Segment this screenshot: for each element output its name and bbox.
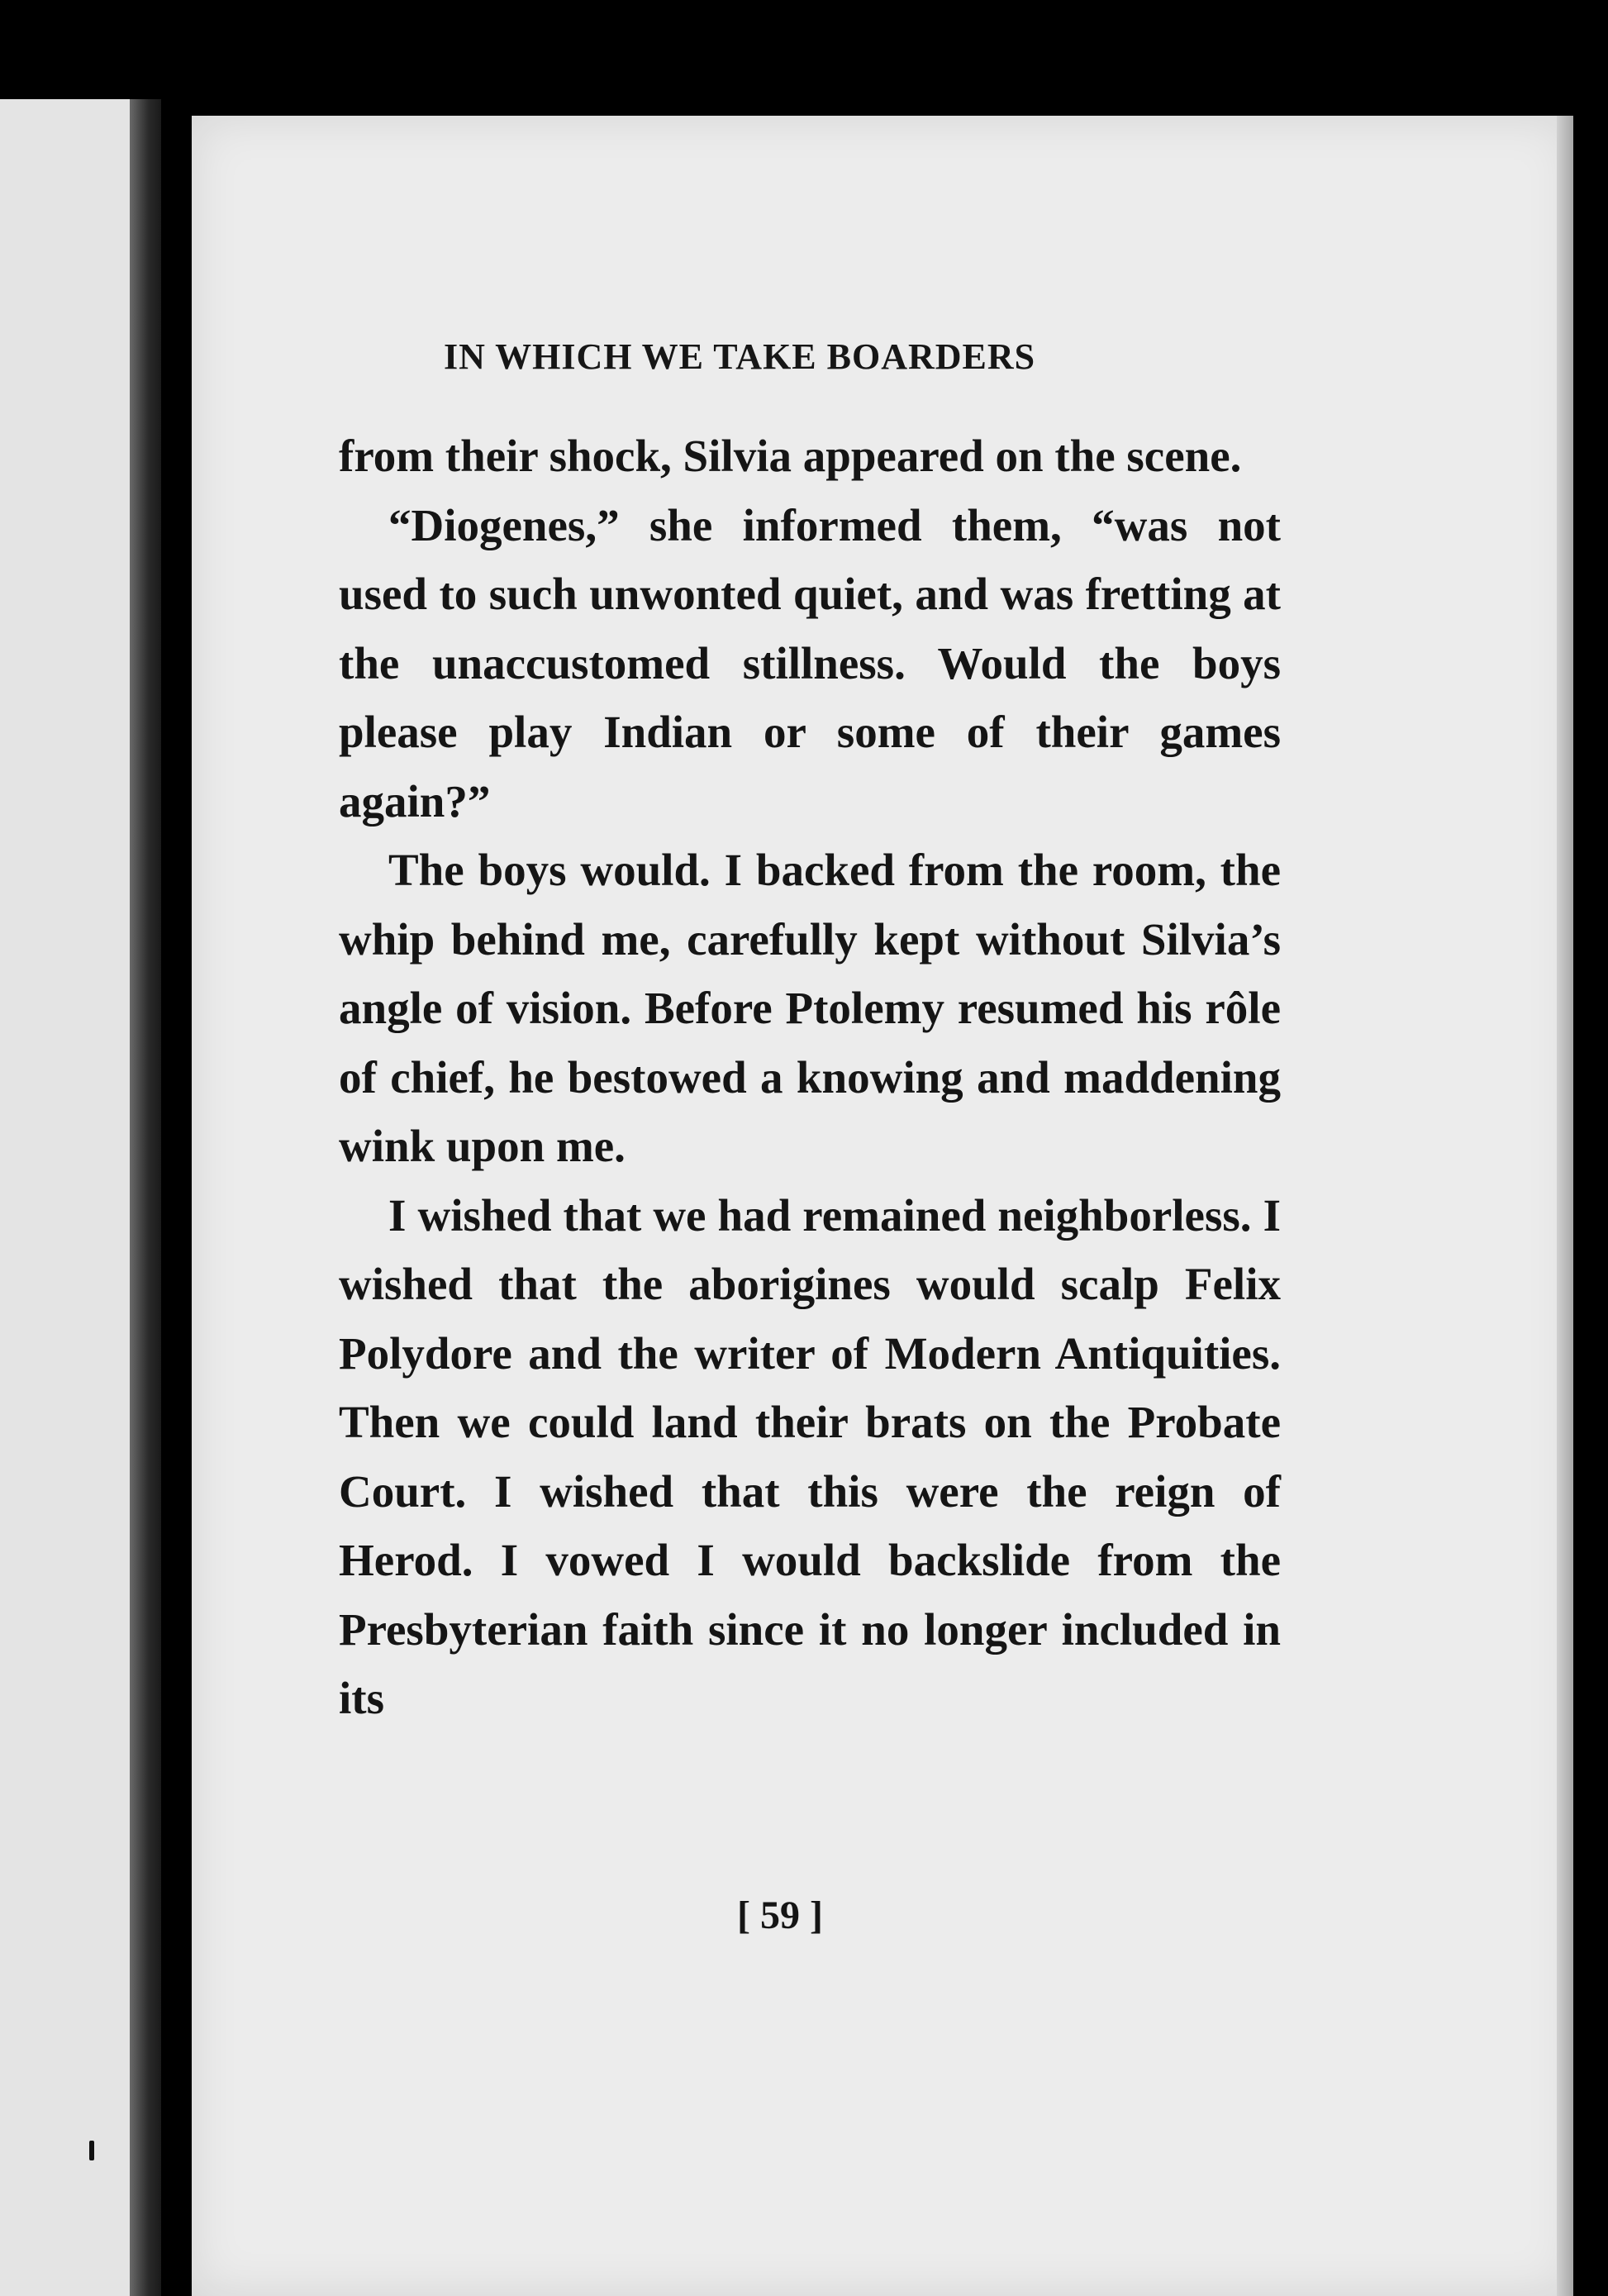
gutter-mark: [89, 2141, 94, 2160]
gutter-shadow: [130, 99, 161, 2296]
running-head: IN WHICH WE TAKE BOARDERS: [444, 336, 1036, 377]
paragraph-neighborless: I wished that we had remained neighborless. I wished that the aborigines would scalp Felix Polydore and the writer of Modern Antiquities. Then we could land their brats on the Probate Court. I wished that this were the reign of Herod. I vowed I would backslide from the Presbyterian faith since it no longer included in its: [339, 1189, 1281, 1723]
page-edge-shadow: [1557, 116, 1573, 2296]
book-page: [192, 116, 1573, 2296]
paragraph-continued: from their shock, Silvia appeared on the scene.: [339, 431, 1242, 481]
paragraph-diogenes: “Diogenes,” she informed them, “was not used to such unwonted quiet, and was fretting at the unaccustomed stillness. Would the boys please play Indian or some of their games again?”: [339, 499, 1281, 826]
page-number: [ 59 ]: [737, 1893, 823, 1937]
facing-page-edge: [0, 99, 161, 2296]
paragraph-boys-would: The boys would. I backed from the room, the whip behind me, carefully kept without Silvia’s angle of vision. Before Ptolemy resumed his rôle of chief, he bestowed a knowing and maddening wink upon me.: [339, 845, 1281, 1171]
body-text: [339, 422, 1281, 1733]
